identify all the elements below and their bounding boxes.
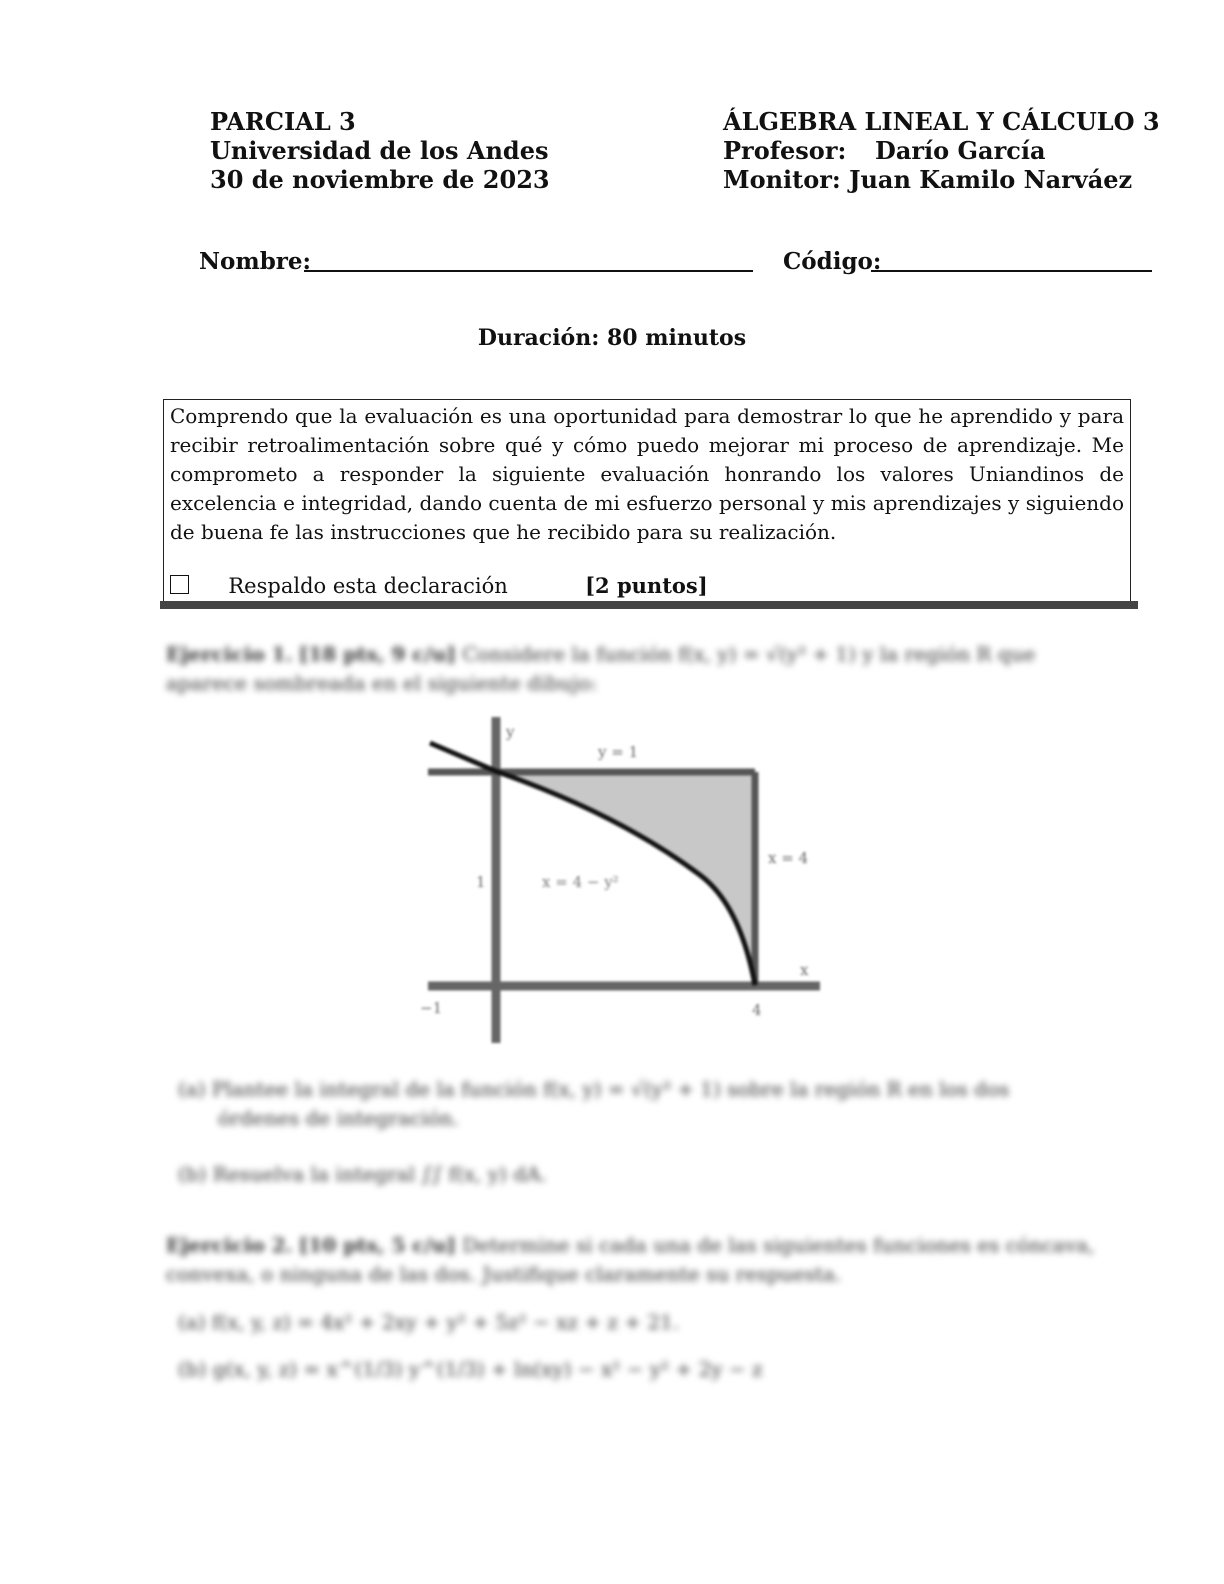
shaded-region xyxy=(498,772,755,985)
label-x-axis: x xyxy=(800,961,809,979)
professor-name: Darío García xyxy=(875,136,1046,165)
exercise1-part-b: (b) Resuelva la integral ∫∫ f(x, y) dA. xyxy=(178,1162,547,1186)
code-label: Código: xyxy=(783,248,882,275)
name-field[interactable] xyxy=(304,246,753,272)
label-minus-one: −1 xyxy=(420,999,443,1017)
exercise1-line1 xyxy=(166,640,1035,669)
professor-label: Profesor: xyxy=(723,136,847,165)
label-right: x = 4 xyxy=(768,849,809,867)
exercise2-points: [10 pts, 5 c/u] xyxy=(298,1233,456,1257)
code-field[interactable] xyxy=(871,246,1152,272)
pledge-checkbox[interactable] xyxy=(170,575,189,594)
exercise2-part-b: (b) g(x, y, z) = x^(1/3) y^(1/3) + ln(xy) − x² − y² + 2y − z xyxy=(178,1357,763,1381)
label-curve: x = 4 − y² xyxy=(542,873,619,891)
exercise2-title: Ejercicio 2. xyxy=(166,1233,293,1257)
label-y-axis: y xyxy=(506,723,515,741)
exam-date: 30 de noviembre de 2023 xyxy=(210,165,550,194)
label-four: 4 xyxy=(752,1001,762,1019)
label-one: 1 xyxy=(476,873,486,891)
exercise1-statement: Considere la función f(x, y) = √(y³ + 1) y la región R que xyxy=(462,642,1036,666)
exercise1-part-a-line1: (a) Plantee la integral de la función f(x, y) = √(y³ + 1) sobre la región R en los dos xyxy=(178,1077,1010,1101)
exercise2-part-a: (a) f(x, y, z) = 4x² + 2xy + y² + 5z² − xz + z + 21. xyxy=(178,1310,680,1334)
exercise2-statement: Determine si cada una de las siguientes funciones es cóncava, xyxy=(462,1233,1095,1257)
exercise2-line2: convexa, o ninguna de las dos. Justifique claramente su respuesta. xyxy=(166,1262,842,1286)
name-label: Nombre: xyxy=(199,248,312,275)
exercise1-part-a-line2: órdenes de integración. xyxy=(218,1106,459,1130)
pledge-points: [2 puntos] xyxy=(585,573,708,598)
header-left xyxy=(210,107,550,194)
course-title: ÁLGEBRA LINEAL Y CÁLCULO 3 xyxy=(723,107,1160,136)
exercise2-line1 xyxy=(166,1231,1095,1260)
university: Universidad de los Andes xyxy=(210,136,549,165)
monitor-line: Monitor: Juan Kamilo Narváez xyxy=(723,165,1133,194)
pledge-check-row xyxy=(170,573,708,598)
exercise1-line2: aparece sombreada en el siguiente dibujo: xyxy=(166,671,598,695)
exam-title: PARCIAL 3 xyxy=(210,107,356,136)
pledge-text: Comprendo que la evaluación es una oportunidad para demostrar lo que he aprendido y para recibir retroalimentación sobre qué y cómo puedo mejorar mi proceso de aprendizaje. Me comprometo a responder la siguiente evaluación honrando los valores Uniandinos de excelencia e integridad, dando cuenta de mi esfuerzo personal y mis aprendizajes y siguiendo de buena fe las instrucciones que he recibido para su realización. xyxy=(170,404,1124,544)
region-figure xyxy=(400,705,840,1055)
pledge-checkbox-label: Respaldo esta declaración xyxy=(228,574,508,598)
exercise1-points: [18 pts, 9 c/u] xyxy=(298,642,456,666)
label-top: y = 1 xyxy=(598,743,639,761)
professor-line xyxy=(723,136,1160,165)
header-right xyxy=(723,107,1160,194)
pledge-bottom-bar xyxy=(160,601,1138,609)
duration: Duración: 80 minutos xyxy=(477,325,747,351)
exercise1-title: Ejercicio 1. xyxy=(166,642,293,666)
